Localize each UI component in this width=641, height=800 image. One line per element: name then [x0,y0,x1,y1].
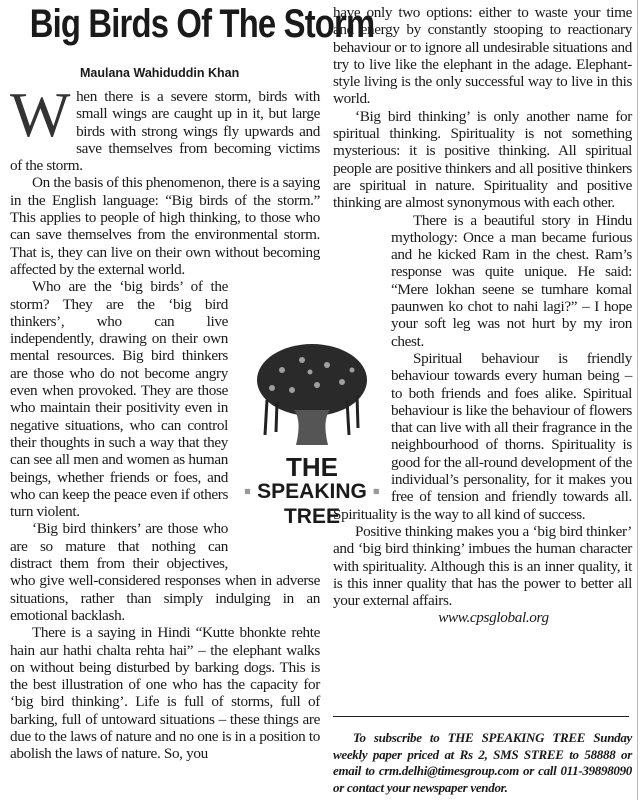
logo-line-2: ▪ SPEAKING ▪ [243,480,381,503]
paragraph: ‘Big bird thinking’ is only another name for spiritual thinking. Spirituality is not something mysterious: it is positive thinking. All spiritual people are positive thinkers and all positive thinkers are spiritual in nature. Spirituality and positive thinking are almost synonymous with each other. [333,107,632,212]
paragraph: Positive thinking makes you a ‘big bird thinker’ and ‘big bird thinking’ imbues the human character with spirituality. Although this is an inner quality, it is this inner quality that has the power to better all your external affairs. [333,522,632,610]
paragraph: Who are the ‘big birds’ of the storm? They are the ‘big bird thinkers’, who can live independently, drawing on their own mental resources. Big bird thinkers are those who do not become angry even when provoked. They are those who maintain their positivity even in negative situations, who can control their thoughts in such a way that they can see all men and women as human beings, whether friends or foes, and who can keep the peace even if others turn violent. [10,278,228,521]
subscription-notice: To subscribe to THE SPEAKING TREE Sunday weekly paper priced at Rs 2, SMS STREE to 58888 or email to crm.delhi@timesgroup.com or call 011-39898090 or contact your newspaper vendor. [333,730,632,795]
paragraph: There is a beautiful story in Hindu mythology: Once a man became furious and he kicked Ram in the chest. Ram’s response was quite unique. He said: “Mere lokhan seene se tumhare komal paunwen ko chot to nahi lagi?” – I hope your soft leg was not hurt by my iron chest. [391,211,632,350]
tree-icon [232,340,392,450]
speaking-tree-logo [232,340,392,530]
byline: Maulana Wahiduddin Khan [80,66,240,80]
paragraph: On the basis of this phenomenon, there is a saying in the English language: “Big birds of the storm.” This applies to people of high thinking, to those who can save themselves from the environmental storm. That is, they can live on their own without becoming affected by the external world. [10,174,320,278]
right-column [333,4,632,627]
paragraph: Spiritual behaviour is friendly behaviour towards every human being – to both friends and foes alike. Spiritual behaviour is like the behaviour of flowers that can live with all their fragrance in the neighbourhood of thorns. Spirituality is good for the all-round development of the individual’s personality, for it makes you free of tension and friendly towards all. Spirituality is the way to all kind of success. [333,349,632,523]
column-border [637,0,638,800]
website: www.cpsglobal.org [438,609,549,627]
drop-cap: W [10,79,71,150]
paragraph: ‘Big bird thinkers’ are those who are so mature that nothing can distract them from their objectives, who give well-considered responses when in adverse situations, rather than simply indulging in an emotional backlash. [10,520,320,624]
paragraph: When there is a severe storm, birds with small wings are caught up in it, but large birds with strong wings fly upwards and save themselves from becoming victims of the storm. [10,79,320,175]
headline: Big Birds Of The Storm [29,2,375,46]
logo-line-3: TREE [283,505,340,528]
logo-line-1: THE [286,452,338,482]
paragraph: There is a saying in Hindi “Kutte bhonkte rehte hain aur hathi chalta rehta hai” – the elephant walks on without being disturbed by barking dogs. This is the best illustration of one who has the capacity for ‘big bird thinking’. Life is full of storms, full of barking, full of untoward situations – these things are due to the laws of nature and no one is in a position to abolish the laws of nature. So, you [10,624,320,763]
divider [333,716,629,717]
paragraph: have only two options: either to waste your time and energy by constantly stooping to reactionary behaviour or to ignore all undesirable situations and try to live like the elephant in the adage. Elephant-style living is the only successful way to live in this world. [333,4,632,108]
